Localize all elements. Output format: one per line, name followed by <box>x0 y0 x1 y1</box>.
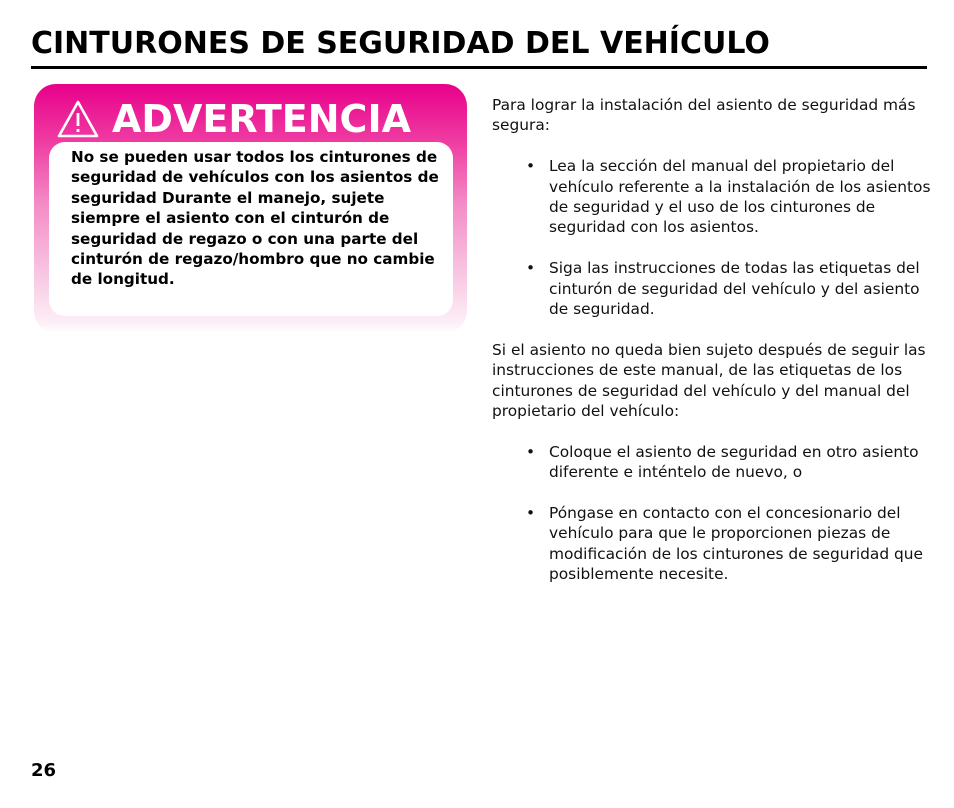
warning-text: No se pueden usar todos los cinturones de seguridad de vehículos con los asientos de seguridad Durante el manejo, sujete siempre el asiento con el cinturón de seguridad de regazo o con una parte del cinturón de regazo/hombro que no cambie de longitud. <box>71 148 439 289</box>
bullet-list-1 <box>492 156 932 319</box>
list-item: • Póngase en contacto con el concesionario del vehículo para que le proporcionen piezas de modificación de los cinturones de seguridad que posiblemente necesite. <box>492 503 932 585</box>
warning-triangle-icon <box>56 99 100 139</box>
warning-title: ADVERTENCIA <box>112 97 411 141</box>
instructions-column <box>492 95 932 585</box>
title-divider <box>31 66 927 69</box>
list-item: • Siga las instrucciones de todas las etiquetas del cinturón de seguridad del vehículo y del asiento de seguridad. <box>492 258 932 319</box>
list-item: • Lea la sección del manual del propietario del vehículo referente a la instalación de los asientos de seguridad y el uso de los cinturones de seguridad con los asientos. <box>492 156 932 238</box>
page-title: CINTURONES DE SEGURIDAD DEL VEHÍCULO <box>31 26 770 61</box>
intro-paragraph: Para lograr la instalación del asiento de seguridad más segura: <box>492 96 916 135</box>
bullet-list-2 <box>492 442 932 585</box>
second-paragraph: Si el asiento no queda bien sujeto después de seguir las instrucciones de este manual, de las etiquetas de los cinturones de seguridad del vehículo y del manual del propietario del vehículo: <box>492 340 926 421</box>
page-number: 26 <box>31 760 57 781</box>
warning-header <box>56 96 411 142</box>
list-item: • Coloque el asiento de seguridad en otro asiento diferente e inténtelo de nuevo, o <box>492 442 932 483</box>
